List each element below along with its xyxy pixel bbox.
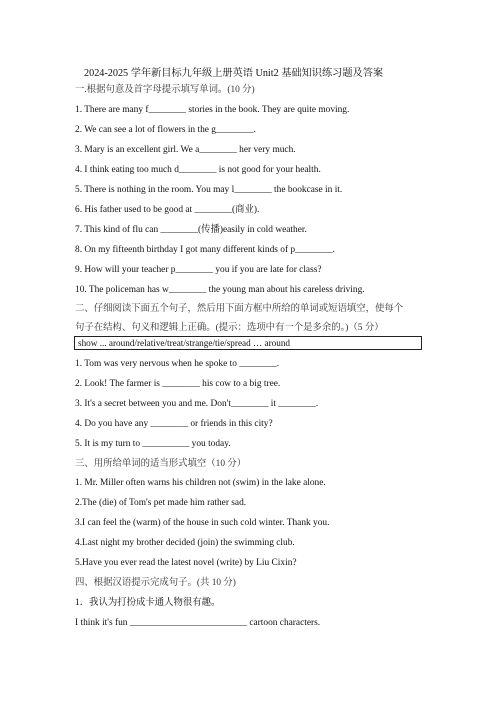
s1-question-7: 7. This kind of flu can ________(传播)easily in cold weather. [75,225,307,235]
word-choice-box: show ... around/relative/treat/strange/tie/spread … around [74,336,422,350]
section-1-heading: 一.根据句意及首字母提示填写单词。(10 分) [75,85,255,95]
section-2-heading-line-1: 二、仔细阅读下面五个句子，然后用下面方框中所给的单词或短语填空，使每个 [75,304,404,314]
s1-question-4: 4. I think eating too much d________ is not good for your health. [75,165,321,175]
s1-question-10: 10. The policeman has w________ the young man about his careless driving. [75,285,365,295]
s1-question-1: 1. There are many f________ stories in the book. They are quite moving. [75,105,350,115]
s1-question-6: 6. His father used to be good at ________(商业). [75,205,260,215]
section-4-heading: 四、根据汉语提示完成句子。(共 10 分) [75,578,236,588]
s4-question-1-chinese: 1．我认为打扮成卡通人物很有趣。 [75,598,221,608]
s3-question-4: 4.Last night my brother decided (join) the swimming club. [75,538,295,548]
s4-question-1-english: I think it's fun _________________________ cartoon characters. [75,618,321,628]
s3-question-5: 5.Have you ever read the latest novel (write) by Liu Cixin? [75,558,297,568]
s1-question-5: 5. There is nothing in the room. You may l________ the bookcase in it. [75,185,343,195]
s2-question-5: 5. It is my turn to __________ you today. [75,439,231,449]
s3-question-2: 2.The (die) of Tom's pet made him rather sad. [75,498,247,508]
s3-question-3: 3.I can feel the (warm) of the house in such cold winter. Thank you. [75,518,330,528]
s1-question-2: 2. We can see a lot of flowers in the g________. [75,125,256,135]
s2-question-3: 3. It's a secret between you and me. Don't________ it ________. [75,399,319,409]
section-2-heading-line-2: 句子在结构、句义和逻辑上正确。(提示：选项中有一个是多余的。)（5 分） [75,323,384,333]
s2-question-2: 2. Look! The farmer is ________ his cow to a big tree. [75,379,281,389]
s2-question-1: 1. Tom was very nervous when he spoke to ________. [75,359,280,369]
s1-question-9: 9. How will your teacher p________ you if you are late for class? [75,265,322,275]
s1-question-8: 8. On my fifteenth birthday I got many different kinds of p________. [75,245,335,255]
s3-question-1: 1. Mr. Miller often warns his children not (swim) in the lake alone. [75,478,326,488]
s2-question-4: 4. Do you have any ________ or friends in this city? [75,419,273,429]
s1-question-3: 3. Mary is an excellent girl. We a________ her very much. [75,145,296,155]
document-title: 2024-2025 学年新目标九年级上册英语 Unit2 基础知识练习题及答案 [84,68,384,79]
section-3-heading: 三、用所给单词的适当形式填空（10 分） [75,459,247,469]
